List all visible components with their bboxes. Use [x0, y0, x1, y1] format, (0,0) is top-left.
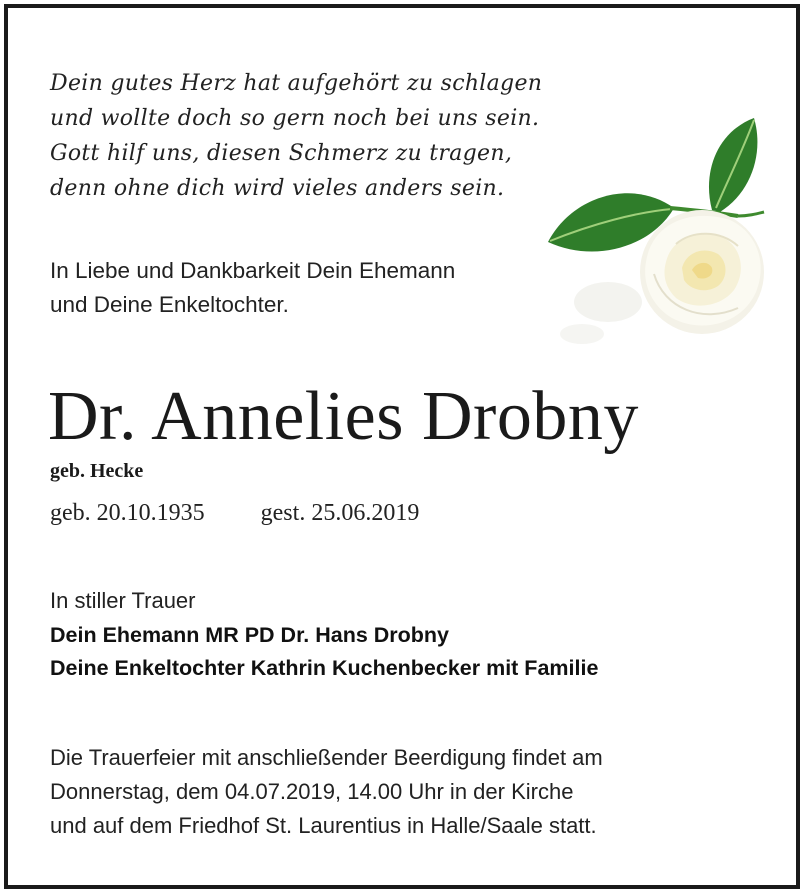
dedication-line: In Liebe und Dankbarkeit Dein Ehemann — [50, 258, 456, 283]
obituary-frame — [4, 4, 800, 889]
poem-line: Dein gutes Herz hat aufgehört zu schlagen — [50, 71, 543, 96]
white-rose-icon — [542, 112, 792, 352]
mourner-name: Deine Enkeltochter Kathrin Kuchenbecker mit Familie — [50, 656, 599, 680]
poem-line: und wollte doch so gern noch bei uns sein. — [50, 106, 540, 131]
poem — [50, 66, 542, 206]
maiden-name: geb. Hecke — [50, 460, 144, 482]
service-line: und auf dem Friedhof St. Laurentius in Halle/Saale statt. — [50, 813, 597, 838]
mourner-name: Dein Ehemann MR PD Dr. Hans Drobny — [50, 623, 450, 647]
birth-date: geb. 20.10.1935 — [50, 500, 205, 526]
deceased-name: Dr. Annelies Drobny — [48, 378, 639, 455]
poem-line: denn ohne dich wird vieles anders sein. — [50, 176, 505, 201]
poem-line: Gott hilf uns, diesen Schmerz zu tragen, — [50, 141, 513, 166]
service-line: Donnerstag, dem 04.07.2019, 14.00 Uhr in der Kirche — [50, 779, 574, 804]
rose-head — [640, 210, 764, 334]
life-dates — [50, 500, 419, 527]
death-date: gest. 25.06.2019 — [260, 500, 420, 526]
dedication-line: und Deine Enkeltochter. — [50, 292, 289, 317]
funeral-service-notice — [50, 741, 603, 843]
dedication — [50, 254, 455, 322]
mourning-intro: In stiller Trauer — [50, 588, 196, 613]
service-line: Die Trauerfeier mit anschließender Beerdigung findet am — [50, 745, 603, 770]
